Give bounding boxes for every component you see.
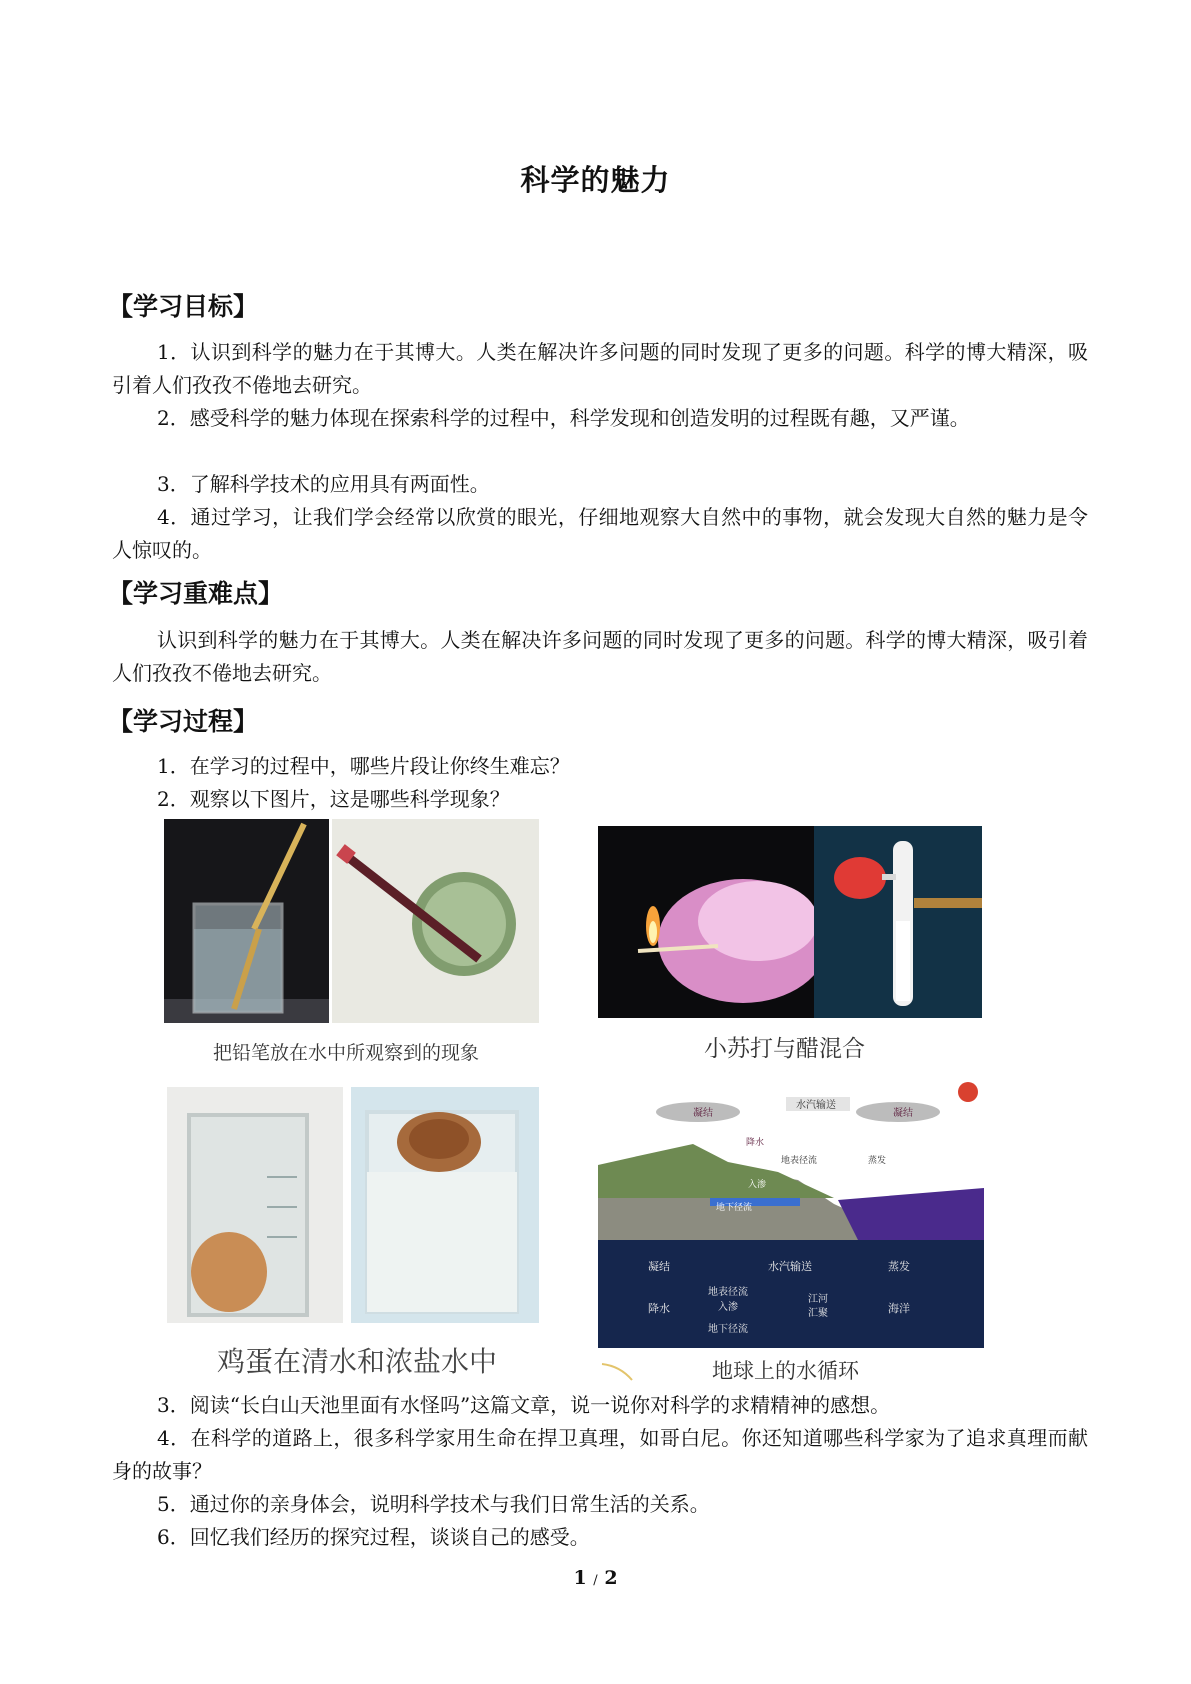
wc-diagram-ocean: 海洋	[888, 1302, 910, 1315]
process-item-4: 4．在科学的道路上，很多科学家用生命在捍卫真理，如哥白尼。你还知道哪些科学家为了追求真理而献身的故事？	[112, 1426, 1088, 1483]
section-heading-key-points: 【学习重难点】	[108, 579, 284, 608]
wc-label-surface-runoff: 地表径流	[781, 1156, 818, 1166]
key-points-text: 认识到科学的魅力在于其博大。人类在解决许多问题的同时发现了更多的问题。科学的博大精深，吸引着人们孜孜不倦地去研究。	[112, 628, 1088, 685]
wc-diagram-infiltrate: 入渗	[718, 1302, 738, 1313]
section-heading-process: 【学习过程】	[108, 707, 259, 736]
wc-label-condense-right: 凝结	[893, 1108, 913, 1119]
page-title: 科学的魅力	[520, 163, 671, 197]
goal-item-2: 2．感受科学的魅力体现在探索科学的过程中，科学发现和创造发明的过程既有趣，又严谨。	[157, 406, 970, 430]
soda-vinegar-photo	[598, 826, 982, 1018]
page-number-separator: /	[593, 1573, 598, 1588]
process-item-1: 1．在学习的过程中，哪些片段让你终生难忘？	[157, 754, 570, 778]
wc-label-underground-runoff: 地下径流	[716, 1203, 753, 1213]
wc-label-transport-top: 水汽输送	[796, 1100, 836, 1111]
wc-diagram-river: 江河	[808, 1294, 828, 1305]
egg-in-water-photo	[167, 1087, 539, 1323]
process-item-5: 5．通过你的亲身体会，说明科学技术与我们日常生活的关系。	[157, 1492, 710, 1516]
wc-diagram-condense: 凝结	[648, 1260, 670, 1273]
egg-caption: 鸡蛋在清水和浓盐水中	[217, 1345, 498, 1378]
wc-diagram-underground: 地下径流	[708, 1324, 748, 1335]
process-item-2: 2．观察以下图片，这是哪些科学现象？	[157, 787, 510, 811]
water-cycle-diagram	[598, 1070, 984, 1348]
wc-diagram-evaporate: 蒸发	[888, 1260, 910, 1273]
page-number-current: 1	[573, 1567, 587, 1589]
wc-diagram-transport: 水汽输送	[768, 1260, 812, 1273]
wc-label-rain: 降水	[746, 1138, 765, 1148]
water-cycle-caption: 地球上的水循环	[712, 1359, 859, 1383]
page-number	[0, 1567, 1191, 1589]
goal-item-1: 1．认识到科学的魅力在于其博大。人类在解决许多问题的同时发现了更多的问题。科学的博大精深，吸引着人们孜孜不倦地去研究。	[112, 340, 1088, 397]
pencil-in-water-photo	[164, 819, 539, 1023]
pencil-caption: 把铅笔放在水中所观察到的现象	[213, 1042, 480, 1064]
soda-caption: 小苏打与醋混合	[704, 1036, 865, 1062]
section-heading-goals: 【学习目标】	[108, 292, 259, 321]
wc-label-condense-left: 凝结	[693, 1108, 713, 1119]
wc-diagram-surface: 地表径流	[708, 1287, 748, 1298]
wc-diagram-rain: 降水	[648, 1302, 670, 1315]
wc-label-evaporate: 蒸发	[868, 1156, 887, 1166]
goal-item-4: 4．通过学习，让我们学会经常以欣赏的眼光，仔细地观察大自然中的事物，就会发现大自然的魅力是令人惊叹的。	[112, 505, 1088, 562]
wc-label-infiltrate: 入渗	[748, 1180, 767, 1190]
process-item-3: 3．阅读“长白山天池里面有水怪吗”这篇文章，说一说你对科学的求精精神的感想。	[157, 1393, 891, 1417]
process-item-6: 6．回忆我们经历的探究过程，谈谈自己的感受。	[157, 1525, 590, 1549]
goal-item-3: 3．了解科学技术的应用具有两面性。	[157, 472, 490, 496]
wc-diagram-gather: 汇聚	[808, 1308, 828, 1319]
page-number-total: 2	[604, 1567, 618, 1589]
decorative-curve	[600, 1360, 635, 1382]
